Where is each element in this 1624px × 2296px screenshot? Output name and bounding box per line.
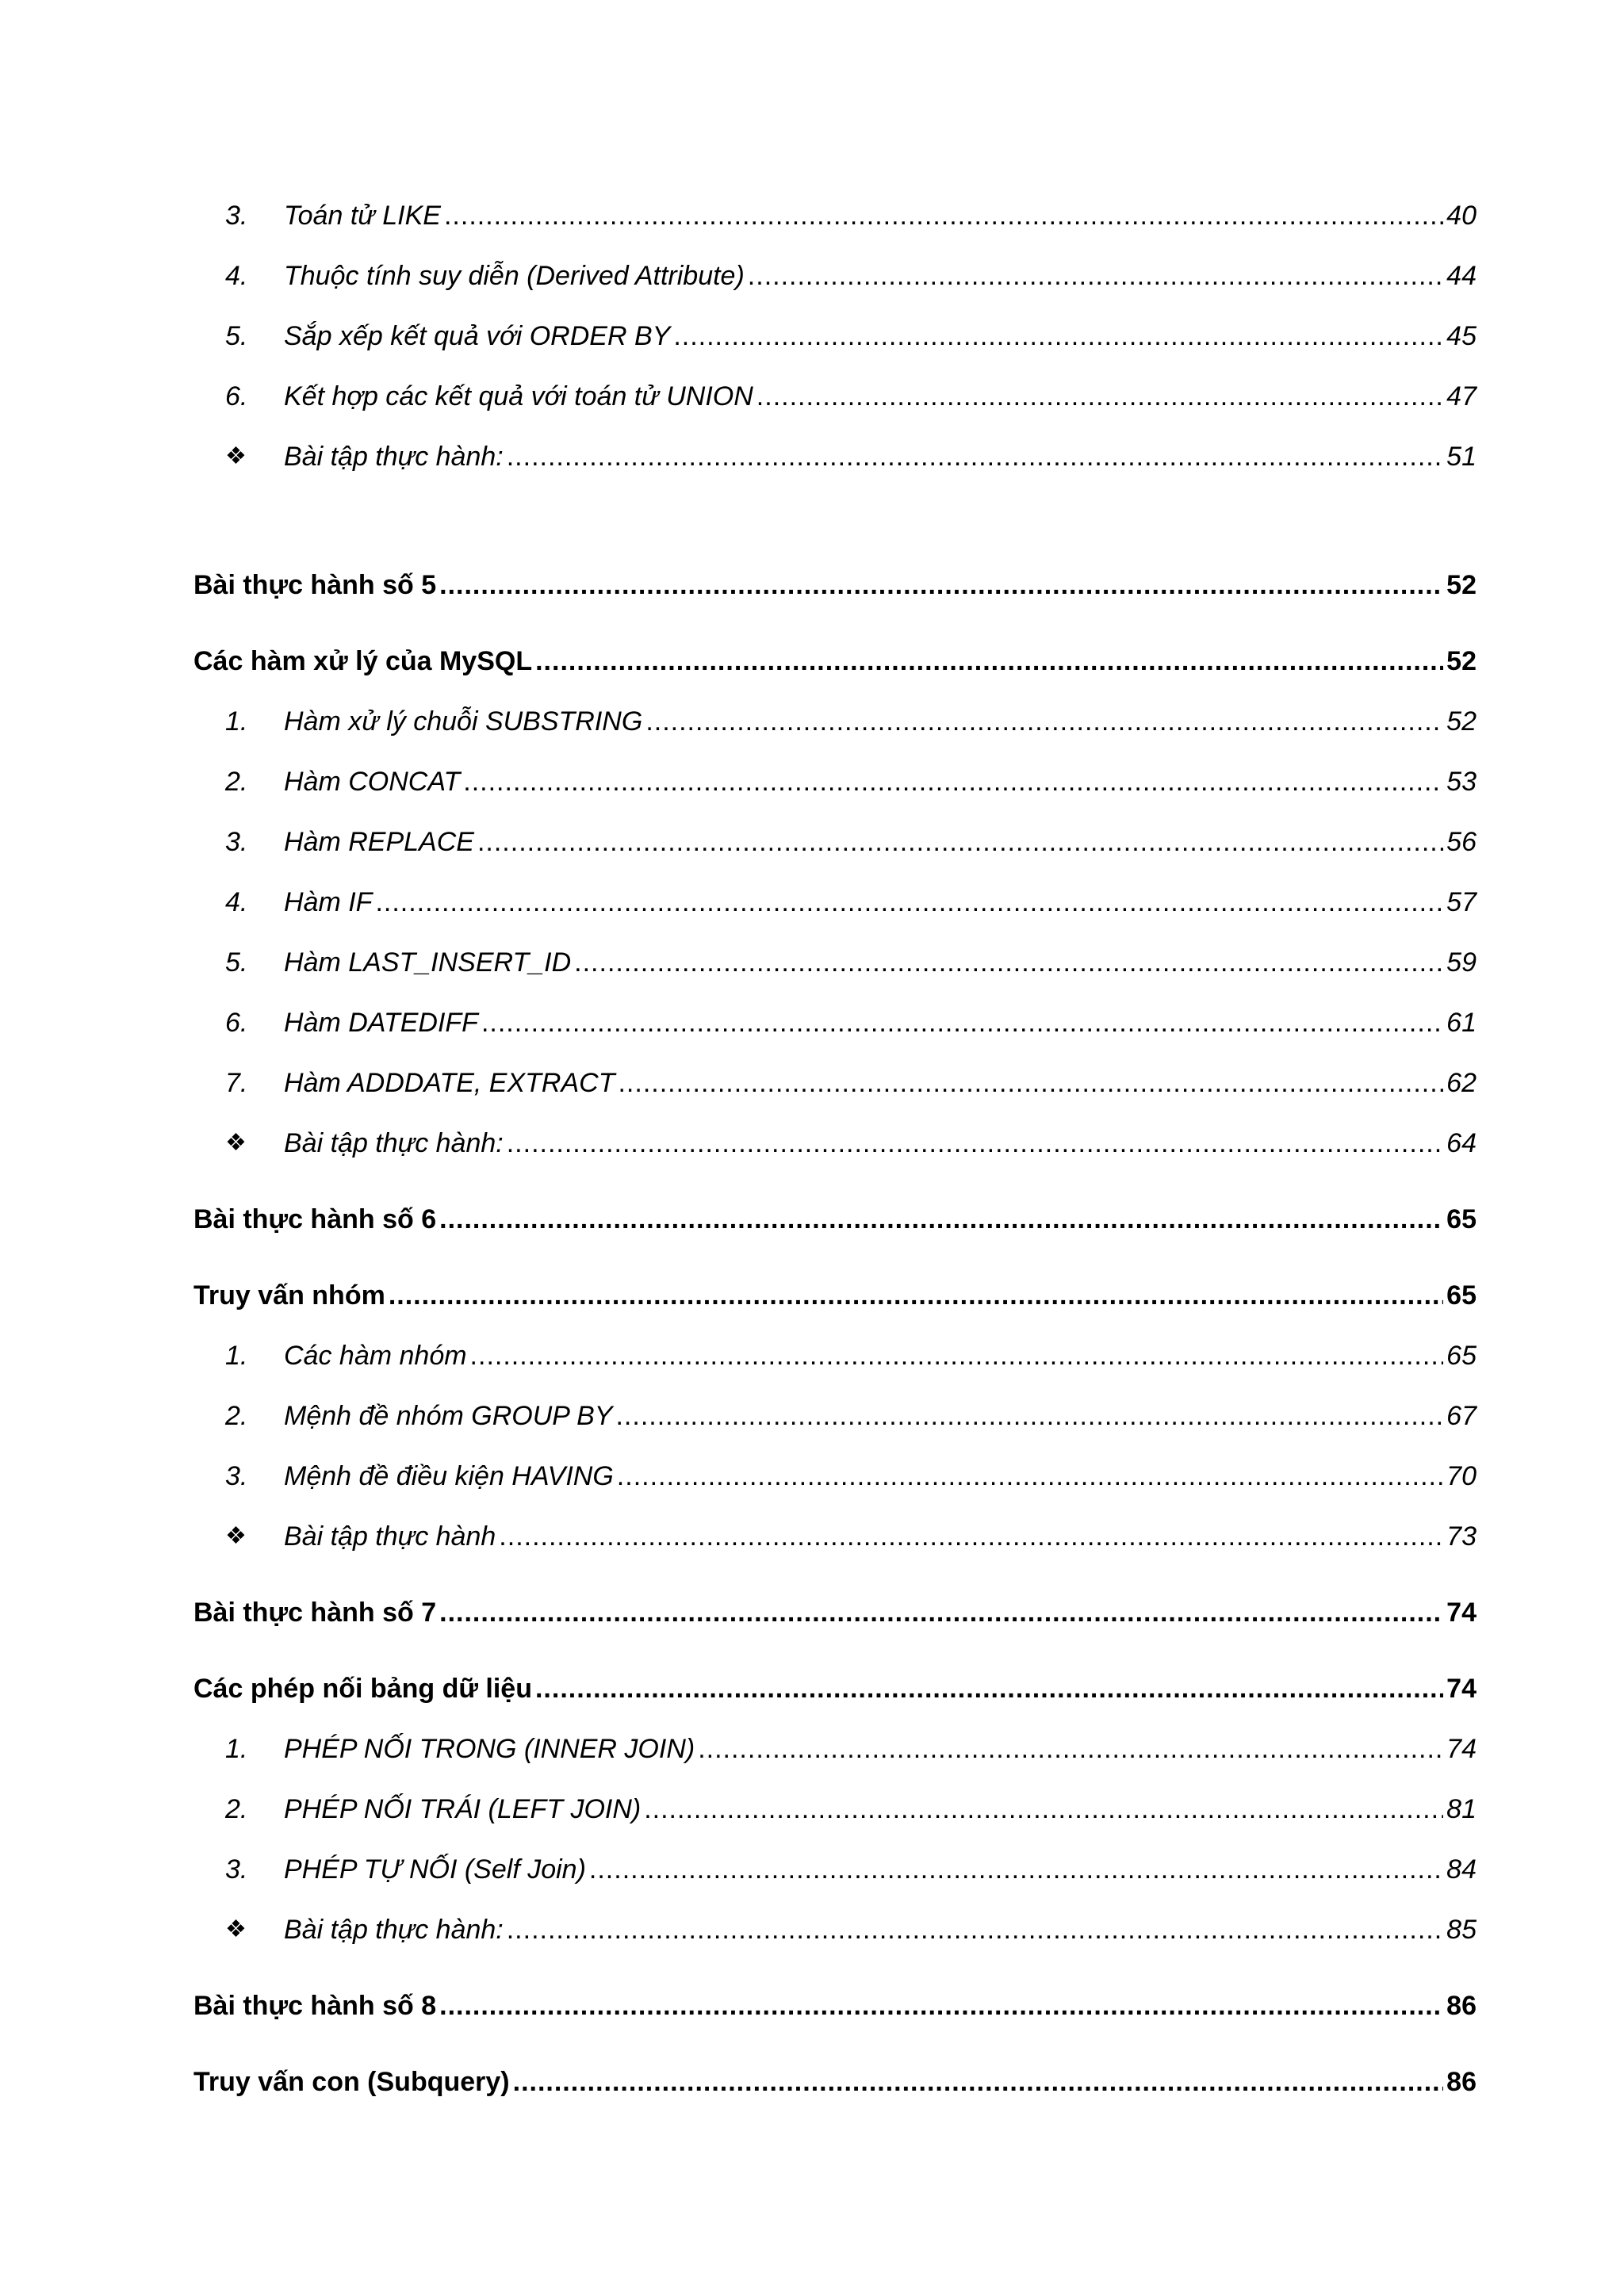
dot-leader — [615, 1400, 1443, 1432]
entry-title: Hàm DATEDIFF — [284, 1008, 478, 1038]
entry-page-number: 67 — [1446, 1401, 1477, 1431]
diamond-bullet-icon: ❖ — [225, 1130, 247, 1156]
dot-leader — [645, 706, 1443, 737]
dot-leader — [756, 381, 1443, 412]
toc-heading[interactable] — [193, 1589, 1477, 1628]
diamond-bullet-icon: ❖ — [225, 1523, 247, 1549]
entry-title: Bài tập thực hành: — [284, 442, 504, 472]
toc-entry[interactable] — [193, 1332, 1477, 1372]
entry-number: 3. — [225, 201, 248, 231]
dot-leader — [513, 2066, 1444, 2098]
dot-leader — [439, 569, 1443, 601]
dot-leader — [444, 200, 1443, 232]
entry-title: Bài tập thực hành — [284, 1521, 496, 1552]
entry-title: Hàm xử lý chuỗi SUBSTRING — [284, 706, 643, 737]
entry-page-number: 86 — [1446, 1991, 1477, 2021]
dot-leader — [617, 1460, 1443, 1492]
entry-title: Các hàm xử lý của MySQL — [193, 646, 533, 676]
entry-number: 3. — [225, 1854, 248, 1885]
entry-page-number: 74 — [1446, 1734, 1477, 1764]
entry-number: 4. — [225, 887, 248, 917]
toc-entry[interactable] — [193, 758, 1477, 798]
entry-title: Các hàm nhóm — [284, 1341, 467, 1371]
entry-page-number: 84 — [1446, 1854, 1477, 1885]
entry-page-number: 52 — [1446, 646, 1477, 676]
toc-entry[interactable] — [193, 373, 1477, 412]
entry-page-number: 65 — [1446, 1204, 1477, 1234]
entry-page-number: 45 — [1446, 321, 1477, 351]
dot-leader — [644, 1793, 1443, 1825]
toc-entry[interactable] — [193, 252, 1477, 292]
dot-leader — [375, 886, 1443, 918]
dot-leader — [389, 1280, 1443, 1311]
entry-page-number: 52 — [1446, 706, 1477, 737]
entry-number: 6. — [225, 381, 248, 411]
entry-title: Mệnh đề nhóm GROUP BY — [284, 1401, 613, 1431]
toc-heading[interactable] — [193, 2058, 1477, 2098]
entry-number: 2. — [225, 767, 248, 797]
entry-page-number: 64 — [1446, 1128, 1477, 1158]
dot-leader — [673, 320, 1443, 352]
dot-leader — [698, 1733, 1443, 1765]
dot-leader — [470, 1340, 1444, 1372]
toc-entry[interactable] — [193, 999, 1477, 1039]
entry-number: 7. — [225, 1068, 248, 1098]
entry-title: Sắp xếp kết quả với ORDER BY — [284, 321, 671, 351]
dot-leader — [589, 1854, 1443, 1885]
entry-page-number: 47 — [1446, 381, 1477, 411]
entry-number: 5. — [225, 321, 248, 351]
entry-number: 5. — [225, 947, 248, 978]
entry-page-number: 65 — [1446, 1341, 1477, 1371]
dot-leader — [477, 826, 1443, 858]
toc-entry[interactable] — [193, 1059, 1477, 1099]
dot-leader — [507, 1914, 1443, 1946]
entry-title: Hàm CONCAT — [284, 767, 461, 797]
toc-heading[interactable] — [193, 1196, 1477, 1235]
dot-leader — [481, 1007, 1443, 1039]
entry-page-number: 51 — [1446, 442, 1477, 472]
toc-heading[interactable] — [193, 637, 1477, 677]
entry-page-number: 62 — [1446, 1068, 1477, 1098]
entry-title: Truy vấn con (Subquery) — [193, 2067, 510, 2097]
entry-page-number: 65 — [1446, 1280, 1477, 1311]
entry-number: 1. — [225, 706, 248, 737]
entry-title: PHÉP TỰ NỐI (Self Join) — [284, 1854, 586, 1885]
entry-title: Các phép nối bảng dữ liệu — [193, 1674, 532, 1704]
entry-number: 1. — [225, 1734, 248, 1764]
entry-number: 3. — [225, 1461, 248, 1491]
entry-title: Bài thực hành số 8 — [193, 1991, 437, 2021]
dot-leader — [535, 1673, 1443, 1705]
entry-title: Bài tập thực hành: — [284, 1915, 504, 1945]
toc-entry[interactable] — [193, 312, 1477, 352]
entry-title: Thuộc tính suy diễn (Derived Attribute) — [284, 261, 745, 291]
dot-leader — [463, 766, 1443, 798]
dot-leader — [535, 645, 1443, 677]
toc-entry[interactable] — [193, 1119, 1477, 1159]
entry-page-number: 52 — [1446, 570, 1477, 600]
dot-leader — [574, 947, 1443, 978]
entry-title: Toán tử LIKE — [284, 201, 441, 231]
entry-page-number: 81 — [1446, 1794, 1477, 1824]
diamond-bullet-icon: ❖ — [225, 443, 247, 469]
entry-title: Hàm LAST_INSERT_ID — [284, 947, 572, 978]
entry-title: Kết hợp các kết quả với toán tử UNION — [284, 381, 753, 411]
toc-entry[interactable] — [193, 1846, 1477, 1885]
toc-heading[interactable] — [193, 1665, 1477, 1705]
entry-page-number: 73 — [1446, 1521, 1477, 1552]
dot-leader — [499, 1521, 1443, 1552]
dot-leader — [507, 1127, 1443, 1159]
dot-leader — [439, 1990, 1443, 2022]
entry-title: Bài thực hành số 5 — [193, 570, 437, 600]
toc-heading[interactable] — [193, 1982, 1477, 2022]
entry-title: PHÉP NỐI TRONG (INNER JOIN) — [284, 1734, 695, 1764]
dot-leader — [439, 1203, 1443, 1235]
toc-entry[interactable] — [193, 1513, 1477, 1552]
entry-title: Bài thực hành số 7 — [193, 1598, 437, 1628]
entry-page-number: 70 — [1446, 1461, 1477, 1491]
entry-page-number: 74 — [1446, 1674, 1477, 1704]
toc-heading[interactable] — [193, 561, 1477, 601]
entry-number: 6. — [225, 1008, 248, 1038]
entry-page-number: 86 — [1446, 2067, 1477, 2097]
diamond-bullet-icon: ❖ — [225, 1916, 247, 1942]
entry-page-number: 85 — [1446, 1915, 1477, 1945]
toc-entry[interactable] — [193, 698, 1477, 737]
entry-page-number: 56 — [1446, 827, 1477, 857]
entry-title: Bài tập thực hành: — [284, 1128, 504, 1158]
toc-entry[interactable] — [193, 1392, 1477, 1432]
entry-number: 2. — [225, 1401, 248, 1431]
entry-title: Truy vấn nhóm — [193, 1280, 385, 1311]
toc-heading[interactable] — [193, 1272, 1477, 1311]
entry-title: Hàm IF — [284, 887, 373, 917]
dot-leader — [507, 441, 1443, 473]
toc-entry[interactable] — [193, 433, 1477, 473]
dot-leader — [748, 260, 1443, 292]
toc-entry[interactable] — [193, 1452, 1477, 1492]
toc-entry[interactable] — [193, 1785, 1477, 1825]
toc-entry[interactable] — [193, 1906, 1477, 1946]
toc-entry[interactable] — [193, 878, 1477, 918]
entry-title: PHÉP NỐI TRÁI (LEFT JOIN) — [284, 1794, 642, 1824]
dot-leader — [439, 1597, 1443, 1628]
toc-entry[interactable] — [193, 1725, 1477, 1765]
toc-entry[interactable] — [193, 192, 1477, 232]
entry-number: 2. — [225, 1794, 248, 1824]
toc-entry[interactable] — [193, 939, 1477, 978]
entry-page-number: 59 — [1446, 947, 1477, 978]
entry-page-number: 53 — [1446, 767, 1477, 797]
entry-page-number: 61 — [1446, 1008, 1477, 1038]
entry-title: Hàm REPLACE — [284, 827, 474, 857]
entry-number: 4. — [225, 261, 248, 291]
entry-page-number: 44 — [1446, 261, 1477, 291]
toc-entry[interactable] — [193, 818, 1477, 858]
dot-leader — [618, 1067, 1443, 1099]
entry-title: Bài thực hành số 6 — [193, 1204, 437, 1234]
entry-title: Mệnh đề điều kiện HAVING — [284, 1461, 614, 1491]
entry-page-number: 74 — [1446, 1598, 1477, 1628]
entry-number: 3. — [225, 827, 248, 857]
entry-number: 1. — [225, 1341, 248, 1371]
entry-title: Hàm ADDDATE, EXTRACT — [284, 1068, 615, 1098]
entry-page-number: 40 — [1446, 201, 1477, 231]
entry-page-number: 57 — [1446, 887, 1477, 917]
